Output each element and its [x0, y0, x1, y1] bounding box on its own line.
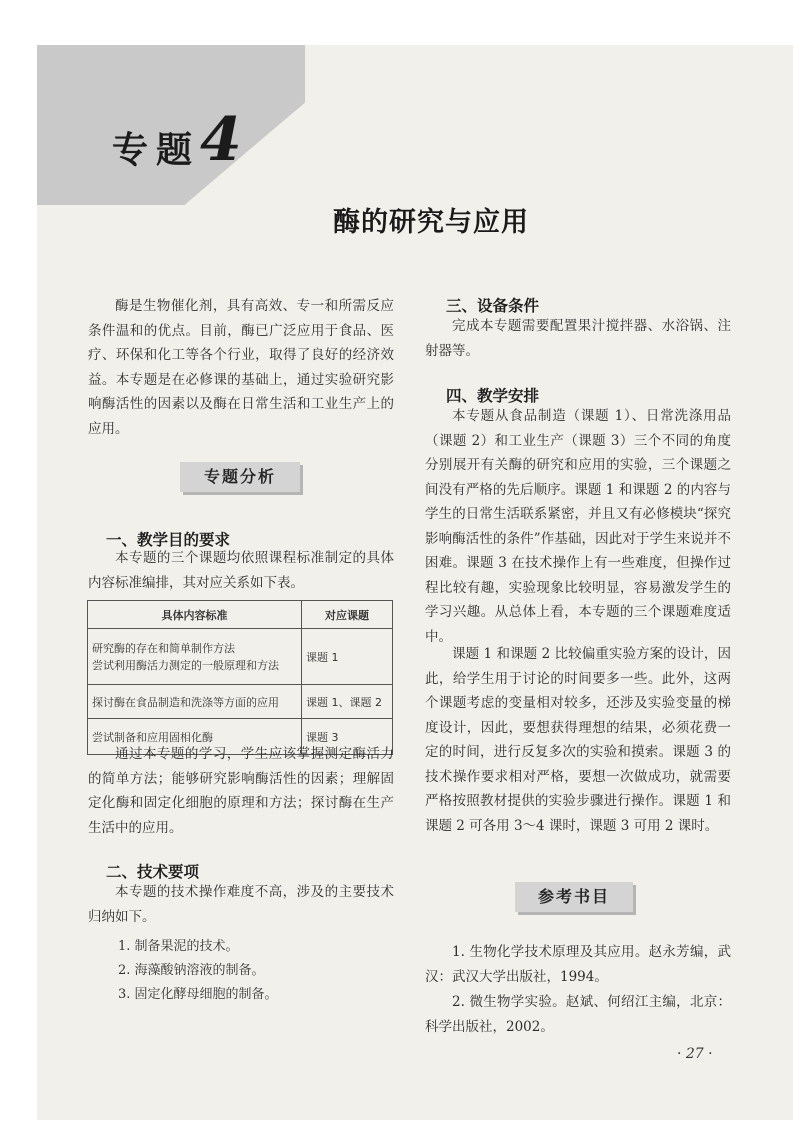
- section3-heading: 三、设备条件: [446, 297, 540, 315]
- section3-text: 完成本专题需要配置果汁搅拌器、水浴锅、注射器等。: [425, 318, 731, 359]
- list-item: 3. 固定化酵母细胞的制备。: [118, 987, 278, 1002]
- table-cell-standard: 尝试制备和应用固相化酶: [88, 719, 302, 755]
- table-header-row: [88, 601, 393, 629]
- list-item: 2. 海藻酸钠溶液的制备。: [118, 963, 265, 978]
- section1-after-text: 通过本专题的学习，学生应该掌握测定酶活力的简单方法；能够研究影响酶活性的因素；理解固定化酶和固定化细胞的原理和方法；探讨酶在生产生活中的应用。: [88, 746, 394, 836]
- table-header-standard: 具体内容标准: [88, 601, 302, 629]
- intro-paragraph: 酶是生物催化剂，具有高效、专一和所需反应条件温和的优点。目前，酶已广泛应用于食品、医疗、环保和化工等各个行业，取得了良好的经济效益。本专题是在必修课的基础上，通过实验研究影响酶活性的因素以及酶在日常生活和工业生产上的应用。: [88, 298, 394, 437]
- section4-heading: 四、教学安排: [446, 387, 540, 405]
- standards-table: [87, 600, 393, 755]
- table-cell-standard: 探讨酶在食品制造和洗涤等方面的应用: [88, 685, 302, 719]
- reference-item-1: 1. 生物化学技术原理及其应用。赵永芳编，武汉：武汉大学出版社，1994。: [425, 944, 731, 985]
- reference-item-2: 2. 微生物学实验。赵斌、何绍江主编，北京：科学出版社，2002。: [425, 994, 731, 1035]
- list-item: 1. 制备果泥的技术。: [118, 939, 239, 954]
- table-cell-line: 尝试利用酶活力测定的一般原理和方法: [92, 658, 279, 672]
- references-tag: 参考书目: [515, 882, 633, 912]
- table-header-topic: 对应课题: [302, 601, 393, 629]
- section1-text: 本专题的三个课题均依照课程标准制定的具体内容标准编排，其对应关系如下表。: [88, 550, 394, 591]
- section4-text2: 课题 1 和课题 2 比较偏重实验方案的设计，因此，给学生用于讨论的时间要多一些。此外，这两个课题考虑的变量相对较多，还涉及实验变量的梯度设计，因此，要想获得理想的结果，必须花费一定的时间，进行反复多次的实验和摸索。课题 3 的技术操作要求相对严格，要想一次做成功，就需要严格按照教材提供的实验步骤进行操作。课题 1 和课题 2 可各用 3～4 课时，课题 3 可用 2 课时。: [425, 646, 731, 834]
- table-row: [88, 629, 393, 685]
- topic-label: 专题: [112, 130, 201, 171]
- section2-text: 本专题的技术操作难度不高，涉及的主要技术归纳如下。: [88, 884, 394, 925]
- section2-heading: 二、技术要项: [106, 863, 200, 881]
- section1-heading: 一、教学目的要求: [106, 531, 231, 549]
- topic-number: 4: [200, 105, 242, 175]
- table-cell-topic: 课题 1: [302, 629, 393, 685]
- table-cell-topic: 课题 1、课题 2: [302, 685, 393, 719]
- table-cell-standard: [88, 629, 302, 685]
- analysis-tag: 专题分析: [180, 462, 300, 492]
- section4-text1: 本专题从食品制造（课题 1）、日常洗涤用品（课题 2）和工业生产（课题 3）三个不同的角度分别展开有关酶的研究和应用的实验，三个课题之间没有严格的先后顺序。课题 1 和课题 2 的内容与学生的日常生活联系紧密，并且又有必修模块“探究影响酶活性的条件”作基础，因此对于学生来说并不困难。课题 3 在技术操作上有一些难度，但操作过程比较有趣，实验现象比较明显，容易激发学生的学习兴趣。从总体上看，本专题的三个课题难度适中。: [425, 408, 731, 645]
- page-number: · 27 ·: [677, 1046, 713, 1062]
- table-cell-line: 研究酶的存在和简单制作方法: [92, 641, 235, 655]
- table-cell-topic: 课题 3: [302, 719, 393, 755]
- table-row: [88, 685, 393, 719]
- chapter-title: 酶的研究与应用: [333, 207, 529, 238]
